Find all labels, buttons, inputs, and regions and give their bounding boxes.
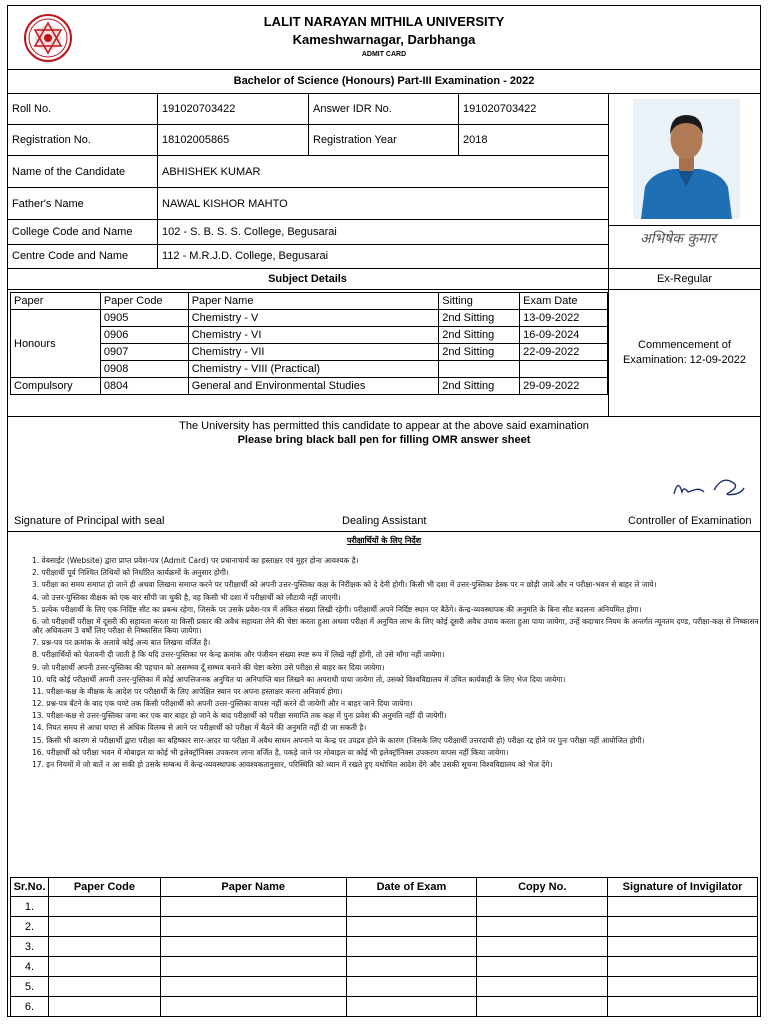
answer-idr-value: 191020703422 — [463, 103, 537, 115]
candidate-name-label: Name of the Candidate — [12, 166, 126, 178]
subject-details-heading: Subject Details — [268, 273, 347, 285]
paper-code: 0804 — [100, 378, 188, 395]
instruction-item: 11. परीक्षा-कक्ष के वीक्षक के आदेश पर परीक्षार्थी के लिए आपेक्षित स्थान पर अपना हस्ताक्षर करना अनिवार्य होगा। — [32, 686, 343, 696]
college-value: 102 - S. B. S. S. College, Begusarai — [162, 226, 337, 238]
col-copy-no: Copy No. — [477, 878, 608, 897]
col-paper-code: Paper Code — [48, 878, 160, 897]
invigilation-table — [10, 877, 758, 1017]
paper-code: 0905 — [100, 310, 188, 327]
empty-cell — [160, 897, 346, 917]
empty-cell — [346, 937, 477, 957]
empty-cell — [477, 997, 608, 1017]
empty-cell — [608, 937, 758, 957]
registration-label: Registration No. — [12, 134, 91, 146]
roll-value: 191020703422 — [162, 103, 236, 115]
sr-no: 4. — [11, 957, 49, 977]
col-sr-no: Sr.No. — [11, 878, 49, 897]
university-location: Kameshwarnagar, Darbhanga — [292, 32, 476, 47]
sitting: 2nd Sitting — [439, 378, 520, 395]
col-exam-date: Exam Date — [520, 293, 608, 310]
empty-cell — [608, 897, 758, 917]
empty-cell — [346, 897, 477, 917]
exam-title: Bachelor of Science (Honours) Part-III Examination - 2022 — [233, 75, 535, 87]
invigilation-row — [11, 977, 758, 997]
empty-cell — [477, 977, 608, 997]
registration-value: 18102005865 — [162, 134, 230, 146]
subject-table — [10, 292, 608, 398]
subject-row — [11, 361, 608, 378]
subject-row — [11, 310, 608, 327]
col-sitting: Sitting — [439, 293, 520, 310]
paper-code: 0906 — [100, 327, 188, 344]
invigilation-row — [11, 957, 758, 977]
sr-no: 1. — [11, 897, 49, 917]
principal-signature-label: Signature of Principal with seal — [14, 515, 165, 527]
exam-date: 16-09-2024 — [520, 327, 608, 344]
empty-cell — [160, 977, 346, 997]
instruction-item: 15. किसी भी कारण से परीक्षार्थी द्वारा परीक्षा का बहिष्कार सार-आदर या परीक्षा में अवैध साधन अपनाने या केन्द्र पर उपद्रव होने के कारण (जिसके लिए परीक्षार्थी उत्तरदायी हो) परीक्षा रद्द होने पर पुनः परीक्षा नहीं आयोजित होगी। — [32, 735, 645, 745]
empty-cell — [160, 937, 346, 957]
paper-name: Chemistry - VIII (Practical) — [188, 361, 439, 378]
instruction-item: 17. इन नियमों में जो बातें न आ सकी हो उसके सम्बन्ध में केन्द्र-व्यवस्थापक आवश्यकतानुसार, परिस्थिति को ध्यान में रखते हुए यथोचित आदेश देंगे और उसकी सूचना विश्वविद्यालय को भेज देंगे। — [32, 760, 553, 769]
empty-cell — [608, 977, 758, 997]
empty-cell — [477, 917, 608, 937]
empty-cell — [346, 957, 477, 977]
subject-row — [11, 344, 608, 361]
document-type: ADMIT CARD — [361, 51, 407, 58]
honours-label: Honours — [11, 310, 101, 378]
col-paper-name: Paper Name — [160, 878, 346, 897]
instruction-item: 16. परीक्षार्थी को परीक्षा भवन में मोबाइल या कोई भी इलेक्ट्रॉनिक्स उपकरण लाना वर्जित है, पकड़े जाने पर मोबाइल या कोई भी इलेक्ट्रॉनिक्स उपकरण वापस नहीं किया जायेगा। — [32, 747, 509, 757]
candidate-name-value: ABHISHEK KUMAR — [162, 166, 261, 178]
sr-no: 5. — [11, 977, 49, 997]
instruction-item: 12. प्रश्न-पत्र बँटने के बाद एक घण्टे तक किसी परीक्षार्थी को अपनी उत्तर-पुस्तिका वापस नहीं करने दी जायेगी और न बाहर जाने दिया जायेगा। — [32, 699, 413, 709]
empty-cell — [160, 997, 346, 1017]
exam-date: 22-09-2022 — [520, 344, 608, 361]
sr-no: 3. — [11, 937, 49, 957]
compulsory-label: Compulsory — [11, 378, 101, 395]
father-name-label: Father's Name — [12, 198, 84, 210]
col-invigilator-signature: Signature of Invigilator — [608, 878, 758, 897]
empty-cell — [48, 977, 160, 997]
instruction-item: 6. जो परीक्षार्थी परीक्षा में दूसरी की सहायता करता या किसी प्रकार की अवैध सहायता लेने की चेष्टा करता हुआ अथवा परीक्षा में अनुचित लाभ के लिए कोई दूसरी अवैध उपाय करता हुआ पाया जायेगा, उन्हें कदाचार नियम के अन्तर्गत न्यूनतम दण्ड, परीक्षा-कक्ष से निष्कासन और अधिकतम 3 वर्षों लिए परीक्षा से निष्कासित किया जायेगा। — [32, 616, 759, 635]
paper-code: 0908 — [100, 361, 188, 378]
omr-note: Please bring black ball pen for filling OMR answer sheet — [237, 434, 531, 446]
invigilation-row — [11, 937, 758, 957]
commencement-date: Commencement of Examination: 12-09-2022 — [623, 339, 746, 366]
father-name-value: NAWAL KISHOR MAHTO — [162, 198, 288, 210]
instruction-item: 8. परीक्षार्थियों को चेतावनी दी जाती है कि यदि उत्तर-पुस्तिका पर केन्द्र क्रमांक और पंजीयन संख्या स्पष्ट रूप में लिखे नहीं होंगी, तो उसे माँगा नहीं जायेगा। — [32, 650, 445, 660]
answer-idr-label: Answer IDR No. — [313, 103, 392, 115]
controller-signature-icon — [670, 472, 750, 500]
instruction-item: 10. यदि कोई परीक्षार्थी अपनी उत्तर-पुस्तिका में कोई आपत्तिजनक अनुचित या अनिपाप्ति बात लिखने का अपराधी पाया जायेगा तो, उसको विश्वविद्यालय में उचित कार्यवाही के लिए भेज दिया जायेगा। — [32, 674, 566, 684]
instruction-item: 5. प्रत्येक परीक्षार्थी के लिए एक निर्दिष्ट सीट का प्रबन्ध रहेगा, जिसके पर उसके प्रवेश-पत्र में अंकित संख्या लिखी रहेगी। परीक्षार्थी अपने निर्दिष्ट स्थान पर बैठेंगे। केन्द्र-व्यवस्थापक की अनुमति के बिना सीट बदलना अनियमित होगा। — [32, 604, 642, 614]
empty-cell — [48, 997, 160, 1017]
empty-cell — [608, 917, 758, 937]
sr-no: 2. — [11, 917, 49, 937]
sr-no: 6. — [11, 997, 49, 1017]
instruction-item: 1. वेबसाईट (Website) द्वारा प्राप्त प्रवेश-पत्र (Admit Card) पर प्रधानाचार्य का हस्ताक्षर एवं मुहर होना आवश्यक है। — [32, 556, 359, 565]
exam-date: 29-09-2022 — [520, 378, 608, 395]
col-paper: Paper — [11, 293, 101, 310]
university-name: LALIT NARAYAN MITHILA UNIVERSITY — [263, 14, 505, 29]
instruction-item: 7. प्रश्न-पत्र पर क्रमांक के अलावे कोई अन्य बात लिखना वर्जित है। — [32, 638, 211, 648]
paper-name: General and Environmental Studies — [188, 378, 439, 395]
instruction-item: 3. परीक्षा का समय समाप्त हो जाने ही अथवा लिखना समाप्त करने पर परीक्षार्थी को अपनी उत्तर-पुस्तिका कक्ष के निरीक्षक को दे देनी होगी। किसी भी दशा में उत्तर-पुस्तिका डेस्क पर न छोड़ी जाये और न परीक्षा-भवन से बाहर ले जाये। — [32, 580, 657, 590]
permission-line: The University has permitted this candidate to appear at the above said examination — [179, 420, 589, 432]
subject-row-compulsory — [11, 378, 608, 395]
centre-label: Centre Code and Name — [12, 250, 129, 262]
empty-cell — [160, 957, 346, 977]
registration-year-value: 2018 — [463, 134, 488, 146]
empty-cell — [477, 957, 608, 977]
empty-cell — [477, 937, 608, 957]
instruction-item: 14. नियत समय से आधा घण्टा से अधिक विलम्ब से आने पर परीक्षार्थी को परीक्षा में बैठने की अनुमति नहीं दी जा सकती है। — [32, 723, 367, 733]
centre-value: 112 - M.R.J.D. College, Begusarai — [162, 250, 329, 262]
col-paper-name: Paper Name — [188, 293, 439, 310]
empty-cell — [48, 957, 160, 977]
sitting — [439, 361, 520, 378]
sitting: 2nd Sitting — [439, 327, 520, 344]
subject-table-header — [11, 293, 608, 310]
instructions-title: परीक्षार्थियों के लिए निर्देश — [346, 536, 422, 545]
col-date-of-exam: Date of Exam — [346, 878, 477, 897]
empty-cell — [608, 957, 758, 977]
candidate-portrait-icon — [633, 99, 740, 219]
exam-status: Ex-Regular — [656, 273, 713, 285]
empty-cell — [346, 917, 477, 937]
instruction-item: 4. जो उत्तर-पुस्तिका वीक्षक को एक बार सौंपी जा चुकी है, वह किसी भी दशा में परीक्षार्थी को लौटायी नहीं जाएगी। — [32, 592, 341, 602]
candidate-signature: अभिषेक कुमार — [640, 231, 716, 247]
sitting: 2nd Sitting — [439, 344, 520, 361]
dealing-assistant-label: Dealing Assistant — [342, 515, 427, 527]
empty-cell — [48, 917, 160, 937]
invigilation-row — [11, 897, 758, 917]
empty-cell — [346, 977, 477, 997]
instruction-item: 13. परीक्षा-कक्ष से उत्तर-पुस्तिका जमा कर एक बार बाहर हो जाने के बाद परीक्षार्थी को परीक्षा समाप्ति तक कक्ष में पुनः प्रवेश की अनुमति नहीं दी जायेगी। — [32, 711, 447, 721]
invigilation-row — [11, 997, 758, 1017]
col-paper-code: Paper Code — [100, 293, 188, 310]
controller-label: Controller of Examination — [628, 515, 752, 527]
instruction-item: 9. जो परीक्षार्थी अपनी उत्तर-पुस्तिका की पहचान को असम्भव दूँ सम्भव बनाने की चेष्टा करेगा उसे परीक्षा से बाहर कर दिया जायेगा। — [32, 662, 385, 672]
candidate-photo — [633, 99, 740, 219]
empty-cell — [160, 917, 346, 937]
exam-date — [520, 361, 608, 378]
paper-code: 0907 — [100, 344, 188, 361]
roll-label: Roll No. — [12, 103, 52, 115]
paper-name: Chemistry - VI — [188, 327, 439, 344]
empty-cell — [48, 937, 160, 957]
empty-cell — [477, 897, 608, 917]
paper-name: Chemistry - VII — [188, 344, 439, 361]
paper-name: Chemistry - V — [188, 310, 439, 327]
instruction-item: 2. परीक्षार्थी पूर्व निश्चित तिथियों को निर्धारित कार्यक्रमों के अनुसार होगी। — [32, 568, 229, 578]
college-label: College Code and Name — [12, 226, 133, 238]
instructions-list — [14, 556, 762, 772]
invigilation-row — [11, 917, 758, 937]
subject-row — [11, 327, 608, 344]
exam-date: 13-09-2022 — [520, 310, 608, 327]
registration-year-label: Registration Year — [313, 134, 397, 146]
empty-cell — [608, 997, 758, 1017]
sitting: 2nd Sitting — [439, 310, 520, 327]
empty-cell — [48, 897, 160, 917]
invigilation-header — [11, 878, 758, 897]
empty-cell — [346, 997, 477, 1017]
